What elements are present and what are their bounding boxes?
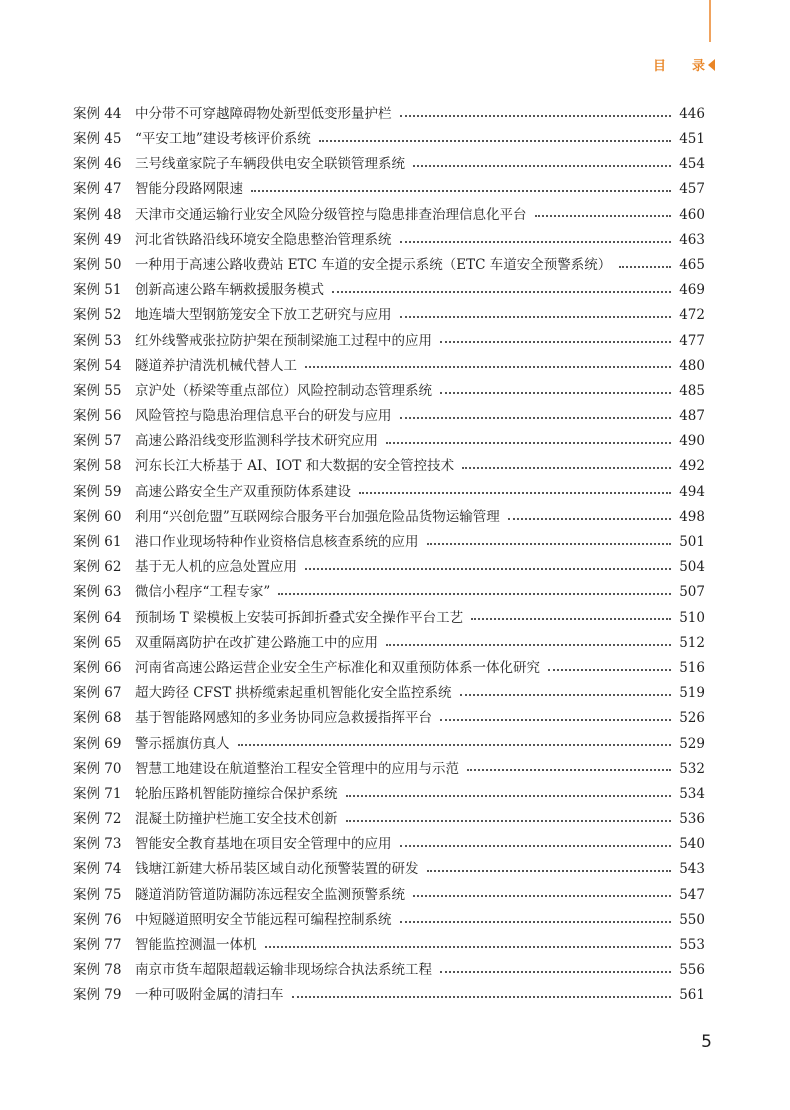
toc-title: 基于无人机的应急处置应用 — [135, 559, 297, 576]
toc-page-number: 454 — [679, 156, 705, 173]
toc-entry[interactable] — [73, 102, 705, 127]
toc-title: 中分带不可穿越障碍物处新型低变形量护栏 — [135, 105, 392, 122]
toc-page-number: 501 — [679, 534, 705, 551]
header-arrow-icon — [708, 59, 715, 71]
toc-entry[interactable] — [73, 782, 705, 807]
toc-entry[interactable] — [73, 404, 705, 429]
toc-case-number: 案例 50 — [73, 256, 122, 273]
toc-page-number: 480 — [679, 357, 705, 374]
toc-case-number: 案例 60 — [73, 508, 122, 525]
toc-case-number: 案例 49 — [73, 231, 122, 248]
toc-entry[interactable] — [73, 832, 705, 857]
toc-case-number: 案例 72 — [73, 811, 122, 828]
toc-page-number: 534 — [679, 785, 705, 802]
toc-dot-leader — [359, 492, 671, 494]
toc-dot-leader — [462, 467, 671, 469]
toc-title: 高速公路安全生产双重预防体系建设 — [135, 483, 351, 500]
toc-page-number: 529 — [679, 735, 705, 752]
toc-case-number: 案例 55 — [73, 382, 122, 399]
toc-entry[interactable] — [73, 807, 705, 832]
toc-page-number: 469 — [679, 282, 705, 299]
toc-entry[interactable] — [73, 203, 705, 228]
toc-page-number: 465 — [679, 256, 705, 273]
toc-entry[interactable] — [73, 631, 705, 656]
toc-entry[interactable] — [73, 908, 705, 933]
toc-dot-leader — [278, 593, 671, 595]
page-number: 5 — [701, 1032, 712, 1052]
toc-case-number: 案例 61 — [73, 534, 122, 551]
toc-title: 创新高速公路车辆救援服务模式 — [135, 282, 324, 299]
toc-case-number: 案例 69 — [73, 735, 122, 752]
toc-entry[interactable] — [73, 757, 705, 782]
toc-case-number: 案例 64 — [73, 609, 122, 626]
toc-title: 钱塘江新建大桥吊装区域自动化预警装置的研发 — [135, 861, 419, 878]
toc-title: 高速公路沿线变形监测科学技术研究应用 — [135, 433, 378, 450]
toc-dot-leader — [440, 392, 671, 394]
toc-title: 三号线童家院子车辆段供电安全联锁管理系统 — [135, 156, 405, 173]
toc-dot-leader — [427, 870, 672, 872]
toc-title: 一种可吸附金属的清扫车 — [135, 987, 284, 1004]
toc-dot-leader — [400, 115, 672, 117]
toc-title: 地连墙大型钢筋笼安全下放工艺研究与应用 — [135, 307, 392, 324]
toc-dot-leader — [471, 618, 671, 620]
toc-title: 双重隔离防护在改扩建公路施工中的应用 — [135, 634, 378, 651]
toc-entry[interactable] — [73, 329, 705, 354]
header-char-2: 录 — [691, 59, 705, 74]
toc-entry[interactable] — [73, 278, 705, 303]
toc-title: 河南省高速公路运营企业安全生产标准化和双重预防体系一体化研究 — [135, 659, 540, 676]
toc-page-number: 519 — [679, 685, 705, 702]
toc-entry[interactable] — [73, 555, 705, 580]
toc-page-number: 553 — [679, 937, 705, 954]
toc-case-number: 案例 79 — [73, 987, 122, 1004]
toc-case-number: 案例 47 — [73, 181, 122, 198]
toc-entry[interactable] — [73, 984, 705, 1009]
toc-case-number: 案例 62 — [73, 559, 122, 576]
toc-dot-leader — [440, 341, 671, 343]
toc-case-number: 案例 58 — [73, 458, 122, 475]
toc-page-number: 485 — [679, 382, 705, 399]
toc-dot-leader — [548, 669, 671, 671]
toc-case-number: 案例 77 — [73, 937, 122, 954]
toc-entry[interactable] — [73, 606, 705, 631]
toc-entry[interactable] — [73, 958, 705, 983]
toc-page-number: 463 — [679, 231, 705, 248]
toc-page-number: 457 — [679, 181, 705, 198]
toc-title: 南京市货车超限超载运输非现场综合执法系统工程 — [135, 962, 432, 979]
toc-page-number: 536 — [679, 811, 705, 828]
toc-case-number: 案例 67 — [73, 685, 122, 702]
toc-title: 智能分段路网限速 — [135, 181, 243, 198]
toc-title: 智能安全教育基地在项目安全管理中的应用 — [135, 836, 392, 853]
toc-case-number: 案例 63 — [73, 584, 122, 601]
toc-page-number: 492 — [679, 458, 705, 475]
toc-entry[interactable] — [73, 681, 705, 706]
toc-case-number: 案例 65 — [73, 634, 122, 651]
toc-page-number: 446 — [679, 105, 705, 122]
toc-title: “平安工地”建设考核评价系统 — [135, 131, 311, 148]
toc-dot-leader — [400, 921, 672, 923]
toc-entry[interactable] — [73, 933, 705, 958]
toc-title: 中短隧道照明安全节能远程可编程控制系统 — [135, 911, 392, 928]
toc-dot-leader — [619, 266, 671, 268]
toc-dot-leader — [440, 971, 671, 973]
toc-dot-leader — [386, 442, 671, 444]
toc-case-number: 案例 66 — [73, 659, 122, 676]
toc-dot-leader — [535, 215, 672, 217]
toc-dot-leader — [440, 719, 671, 721]
toc-entry[interactable] — [73, 152, 705, 177]
toc-title: 超大跨径 CFST 拱桥缆索起重机智能化安全监控系统 — [135, 685, 452, 702]
toc-case-number: 案例 56 — [73, 408, 122, 425]
toc-entry[interactable] — [73, 707, 705, 732]
toc-case-number: 案例 74 — [73, 861, 122, 878]
toc-page-number: 498 — [679, 508, 705, 525]
toc-case-number: 案例 70 — [73, 760, 122, 777]
toc-page-number: 477 — [679, 332, 705, 349]
toc-page-number: 494 — [679, 483, 705, 500]
toc-entry[interactable] — [73, 883, 705, 908]
toc-case-number: 案例 45 — [73, 131, 122, 148]
toc-dot-leader — [508, 518, 671, 520]
toc-dot-leader — [413, 895, 671, 897]
table-of-contents — [73, 102, 705, 1009]
toc-case-number: 案例 54 — [73, 357, 122, 374]
toc-title: 港口作业现场特种作业资格信息核查系统的应用 — [135, 534, 419, 551]
toc-case-number: 案例 75 — [73, 886, 122, 903]
toc-entry[interactable] — [73, 455, 705, 480]
toc-page-number: 516 — [679, 659, 705, 676]
toc-title: 混凝土防撞护栏施工安全技术创新 — [135, 811, 338, 828]
toc-case-number: 案例 78 — [73, 962, 122, 979]
toc-title: 京沪处（桥梁等重点部位）风险控制动态管理系统 — [135, 382, 432, 399]
toc-title: 红外线警戒张拉防护架在预制梁施工过程中的应用 — [135, 332, 432, 349]
toc-title: 风险管控与隐患治理信息平台的研发与应用 — [135, 408, 392, 425]
toc-entry[interactable] — [73, 429, 705, 454]
toc-page-number: 472 — [679, 307, 705, 324]
toc-page-number: 507 — [679, 584, 705, 601]
toc-page-number: 561 — [679, 987, 705, 1004]
toc-dot-leader — [400, 417, 672, 419]
toc-case-number: 案例 48 — [73, 206, 122, 223]
toc-case-number: 案例 76 — [73, 911, 122, 928]
toc-dot-leader — [346, 820, 672, 822]
toc-case-number: 案例 71 — [73, 785, 122, 802]
toc-entry[interactable] — [73, 178, 705, 203]
toc-title: 预制场 T 梁模板上安装可拆卸折叠式安全操作平台工艺 — [135, 609, 464, 626]
toc-page-number: 526 — [679, 710, 705, 727]
toc-title: 基于智能路网感知的多业务协同应急救援指挥平台 — [135, 710, 432, 727]
toc-title: 隧道养护清洗机械代替人工 — [135, 357, 297, 374]
toc-page-number: 460 — [679, 206, 705, 223]
toc-page-number: 550 — [679, 911, 705, 928]
toc-entry[interactable] — [73, 253, 705, 278]
toc-entry[interactable] — [73, 228, 705, 253]
toc-title: 轮胎压路机智能防撞综合保护系统 — [135, 785, 338, 802]
toc-title: 一种用于高速公路收费站 ETC 车道的安全提示系统（ETC 车道安全预警系统） — [135, 256, 612, 273]
toc-case-number: 案例 57 — [73, 433, 122, 450]
toc-entry[interactable] — [73, 581, 705, 606]
toc-page-number: 540 — [679, 836, 705, 853]
toc-page-number: 543 — [679, 861, 705, 878]
toc-dot-leader — [400, 316, 672, 318]
toc-dot-leader — [251, 190, 671, 192]
toc-page-number: 556 — [679, 962, 705, 979]
toc-page-number: 504 — [679, 559, 705, 576]
toc-dot-leader — [346, 795, 672, 797]
toc-title: 天津市交通运输行业安全风险分级管控与隐患排查治理信息化平台 — [135, 206, 527, 223]
toc-dot-leader — [460, 694, 671, 696]
section-header — [653, 55, 715, 74]
toc-entry[interactable] — [73, 656, 705, 681]
toc-page-number: 532 — [679, 760, 705, 777]
toc-title: 利用“兴创危盟”互联网综合服务平台加强危险品货物运输管理 — [135, 508, 500, 525]
toc-dot-leader — [319, 140, 671, 142]
toc-entry[interactable] — [73, 732, 705, 757]
toc-title: 警示摇旗仿真人 — [135, 735, 230, 752]
toc-case-number: 案例 68 — [73, 710, 122, 727]
toc-entry[interactable] — [73, 480, 705, 505]
toc-dot-leader — [413, 165, 671, 167]
toc-title: 智能监控测温一体机 — [135, 937, 257, 954]
toc-entry[interactable] — [73, 530, 705, 555]
toc-dot-leader — [400, 845, 672, 847]
toc-case-number: 案例 59 — [73, 483, 122, 500]
toc-entry[interactable] — [73, 858, 705, 883]
toc-page-number: 547 — [679, 886, 705, 903]
toc-entry[interactable] — [73, 127, 705, 152]
toc-entry[interactable] — [73, 304, 705, 329]
toc-title: 微信小程序“工程专家” — [135, 584, 271, 601]
toc-case-number: 案例 52 — [73, 307, 122, 324]
toc-title: 河东长江大桥基于 AI、IOT 和大数据的安全管控技术 — [135, 458, 455, 475]
toc-case-number: 案例 73 — [73, 836, 122, 853]
toc-dot-leader — [386, 644, 671, 646]
toc-dot-leader — [305, 366, 671, 368]
edge-accent-line — [709, 0, 711, 42]
toc-title: 隧道消防管道防漏防冻远程安全监测预警系统 — [135, 886, 405, 903]
toc-entry[interactable] — [73, 354, 705, 379]
header-char-1: 目 — [652, 59, 666, 74]
toc-dot-leader — [292, 996, 672, 998]
toc-dot-leader — [467, 769, 671, 771]
toc-page-number: 512 — [679, 634, 705, 651]
toc-page-number: 490 — [679, 433, 705, 450]
toc-dot-leader — [427, 543, 672, 545]
toc-page-number: 510 — [679, 609, 705, 626]
toc-dot-leader — [265, 946, 672, 948]
toc-dot-leader — [332, 291, 671, 293]
toc-title: 河北省铁路沿线环境安全隐患整治管理系统 — [135, 231, 392, 248]
toc-case-number: 案例 51 — [73, 282, 122, 299]
toc-title: 智慧工地建设在航道整治工程安全管理中的应用与示范 — [135, 760, 459, 777]
toc-dot-leader — [400, 241, 672, 243]
toc-case-number: 案例 46 — [73, 156, 122, 173]
toc-page-number: 451 — [679, 131, 705, 148]
toc-page-number: 487 — [679, 408, 705, 425]
toc-dot-leader — [305, 568, 671, 570]
toc-case-number: 案例 44 — [73, 105, 122, 122]
toc-entry[interactable] — [73, 379, 705, 404]
toc-dot-leader — [238, 744, 672, 746]
toc-entry[interactable] — [73, 505, 705, 530]
toc-case-number: 案例 53 — [73, 332, 122, 349]
